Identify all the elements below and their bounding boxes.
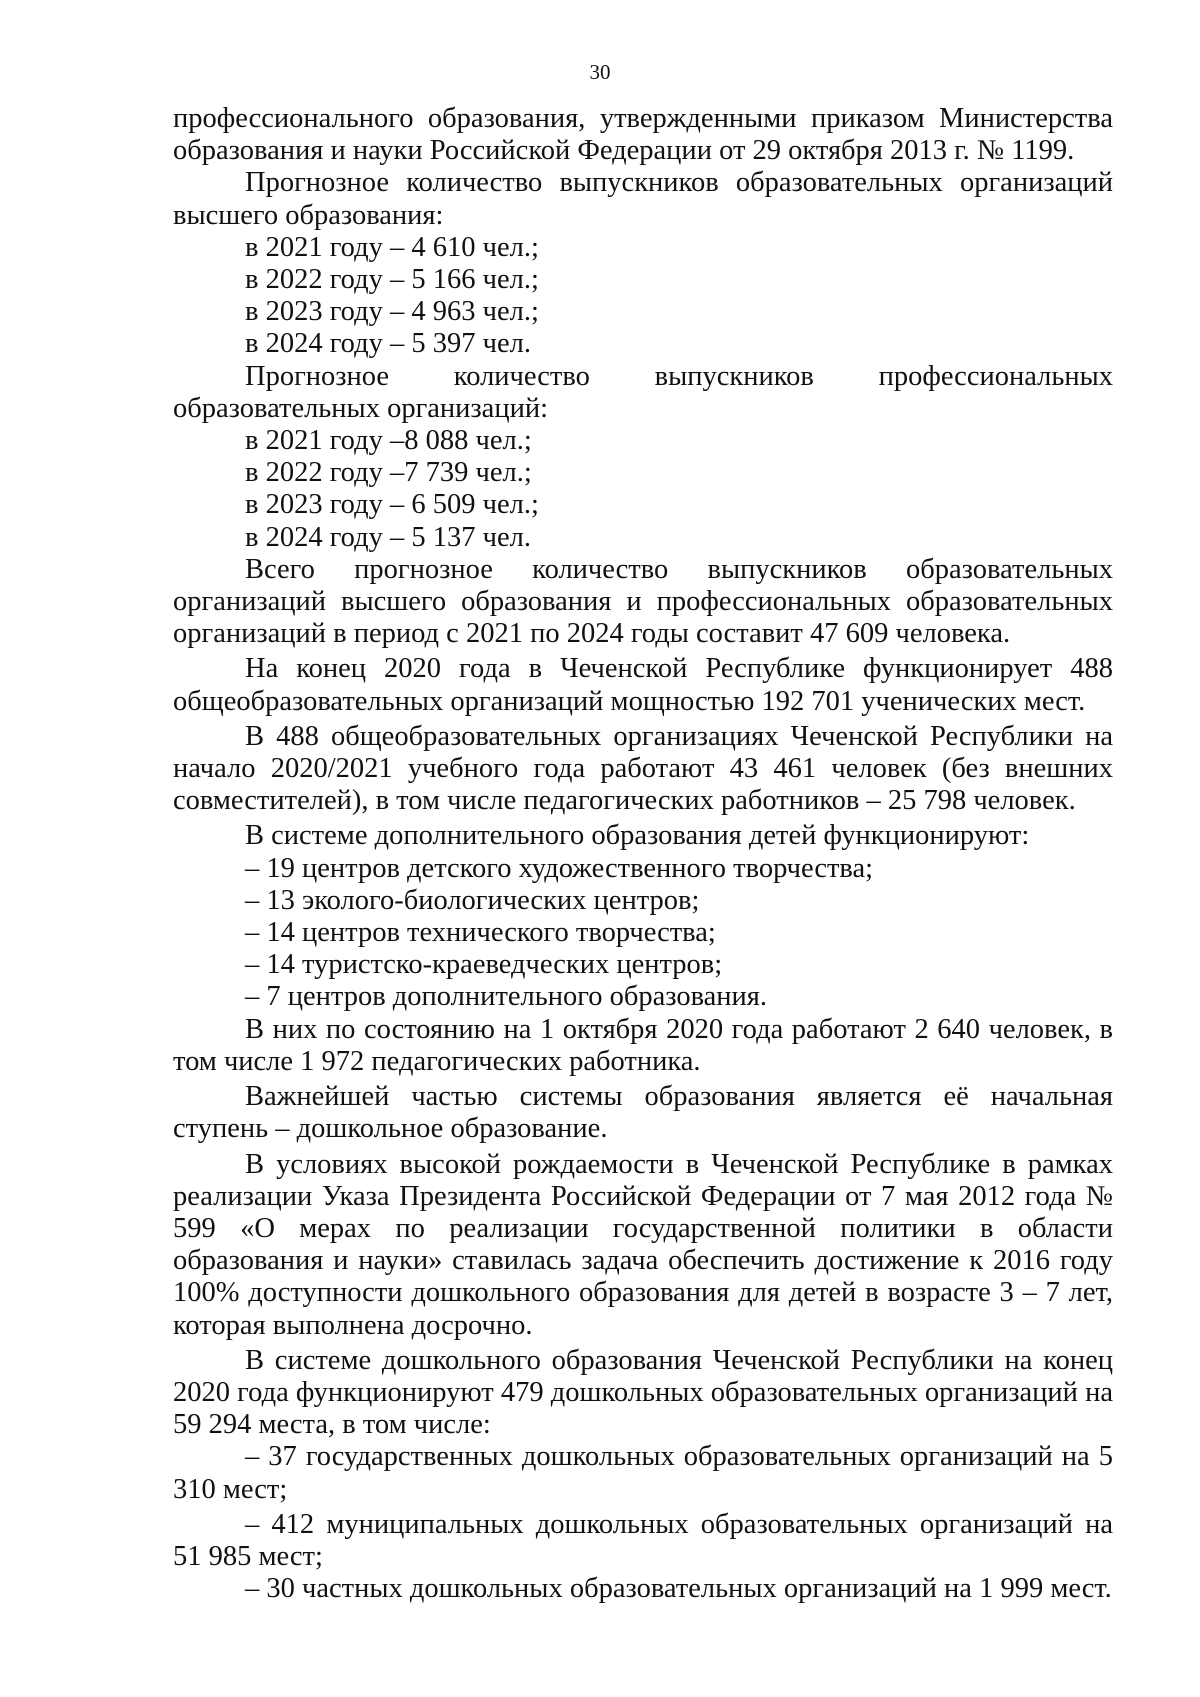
- higher-ed-heading: Прогнозное количество выпускников образовательных организаций высшего образования:: [173, 167, 1113, 231]
- additional-staff-paragraph: В них по состоянию на 1 октября 2020 года работают 2 640 человек, в том числе 1 972 педагогических работника.: [173, 1013, 1113, 1077]
- list-item: в 2024 году – 5 137 чел.: [245, 521, 531, 553]
- list-item: – 14 туристско-краеведческих центров;: [245, 949, 723, 981]
- preschool-system-paragraph: В системе дошкольного образования Чеченской Республики на конец 2020 года функционируют 479 дошкольных образовательных организаций на 59 294 места, в том числе:: [173, 1344, 1113, 1441]
- total-graduates-paragraph: Всего прогнозное количество выпускников образовательных организаций высшего образования и профессиональных образовательных организаций в период с 2021 по 2024 годы составит 47 609 человека.: [173, 553, 1113, 650]
- list-item: в 2023 году – 4 963 чел.;: [245, 296, 539, 328]
- intro-paragraph: профессионального образования, утвержденными приказом Министерства образования и науки Российской Федерации от 29 октября 2013 г. № 1199.: [173, 103, 1113, 167]
- list-item: в 2022 году – 5 166 чел.;: [245, 264, 539, 296]
- additional-ed-heading: В системе дополнительного образования детей функционируют:: [245, 820, 1030, 852]
- list-item: в 2021 году – 4 610 чел.;: [245, 231, 539, 263]
- preschool-importance-paragraph: Важнейшей частью системы образования является её начальная ступень – дошкольное образование.: [173, 1081, 1113, 1145]
- list-item: – 7 центров дополнительного образования.: [245, 981, 768, 1013]
- document-body: [173, 103, 1113, 1605]
- preschool-item-municipal: – 412 муниципальных дошкольных образовательных организаций на 51 985 мест;: [173, 1508, 1113, 1572]
- schools-paragraph: На конец 2020 года в Чеченской Республике функционирует 488 общеобразовательных организаций мощностью 192 701 ученических мест.: [173, 653, 1113, 717]
- list-item: в 2021 году –8 088 чел.;: [245, 425, 532, 457]
- list-item: в 2022 году –7 739 чел.;: [245, 457, 532, 489]
- list-item: в 2024 году – 5 397 чел.: [245, 328, 531, 360]
- list-item: – 19 центров детского художественного творчества;: [245, 852, 874, 884]
- prof-ed-heading: Прогнозное количество выпускников профессиональных образовательных организаций:: [173, 360, 1113, 424]
- preschool-item-state: – 37 государственных дошкольных образовательных организаций на 5 310 мест;: [173, 1441, 1113, 1505]
- list-item: в 2023 году – 6 509 чел.;: [245, 489, 539, 521]
- list-item: – 14 центров технического творчества;: [245, 917, 716, 949]
- list-item: – 13 эколого-биологических центров;: [245, 884, 700, 916]
- staff-paragraph: В 488 общеобразовательных организациях Чеченской Республики на начало 2020/2021 учебного года работают 43 461 человек (без внешних совместителей), в том числе педагогических работников – 25 798 человек.: [173, 720, 1113, 817]
- decree-paragraph: В условиях высокой рождаемости в Чеченской Республике в рамках реализации Указа Президента Российской Федерации от 7 мая 2012 года № 599 «О мерах по реализации государственной политики в области образования и науки» ставилась задача обеспечить достижение к 2016 году 100% доступности дошкольного образования для детей в возрасте 3 – 7 лет, которая выполнена досрочно.: [173, 1148, 1113, 1341]
- page-number: 30: [589, 60, 611, 84]
- preschool-item-private: – 30 частных дошкольных образовательных организаций на 1 999 мест.: [245, 1573, 1112, 1605]
